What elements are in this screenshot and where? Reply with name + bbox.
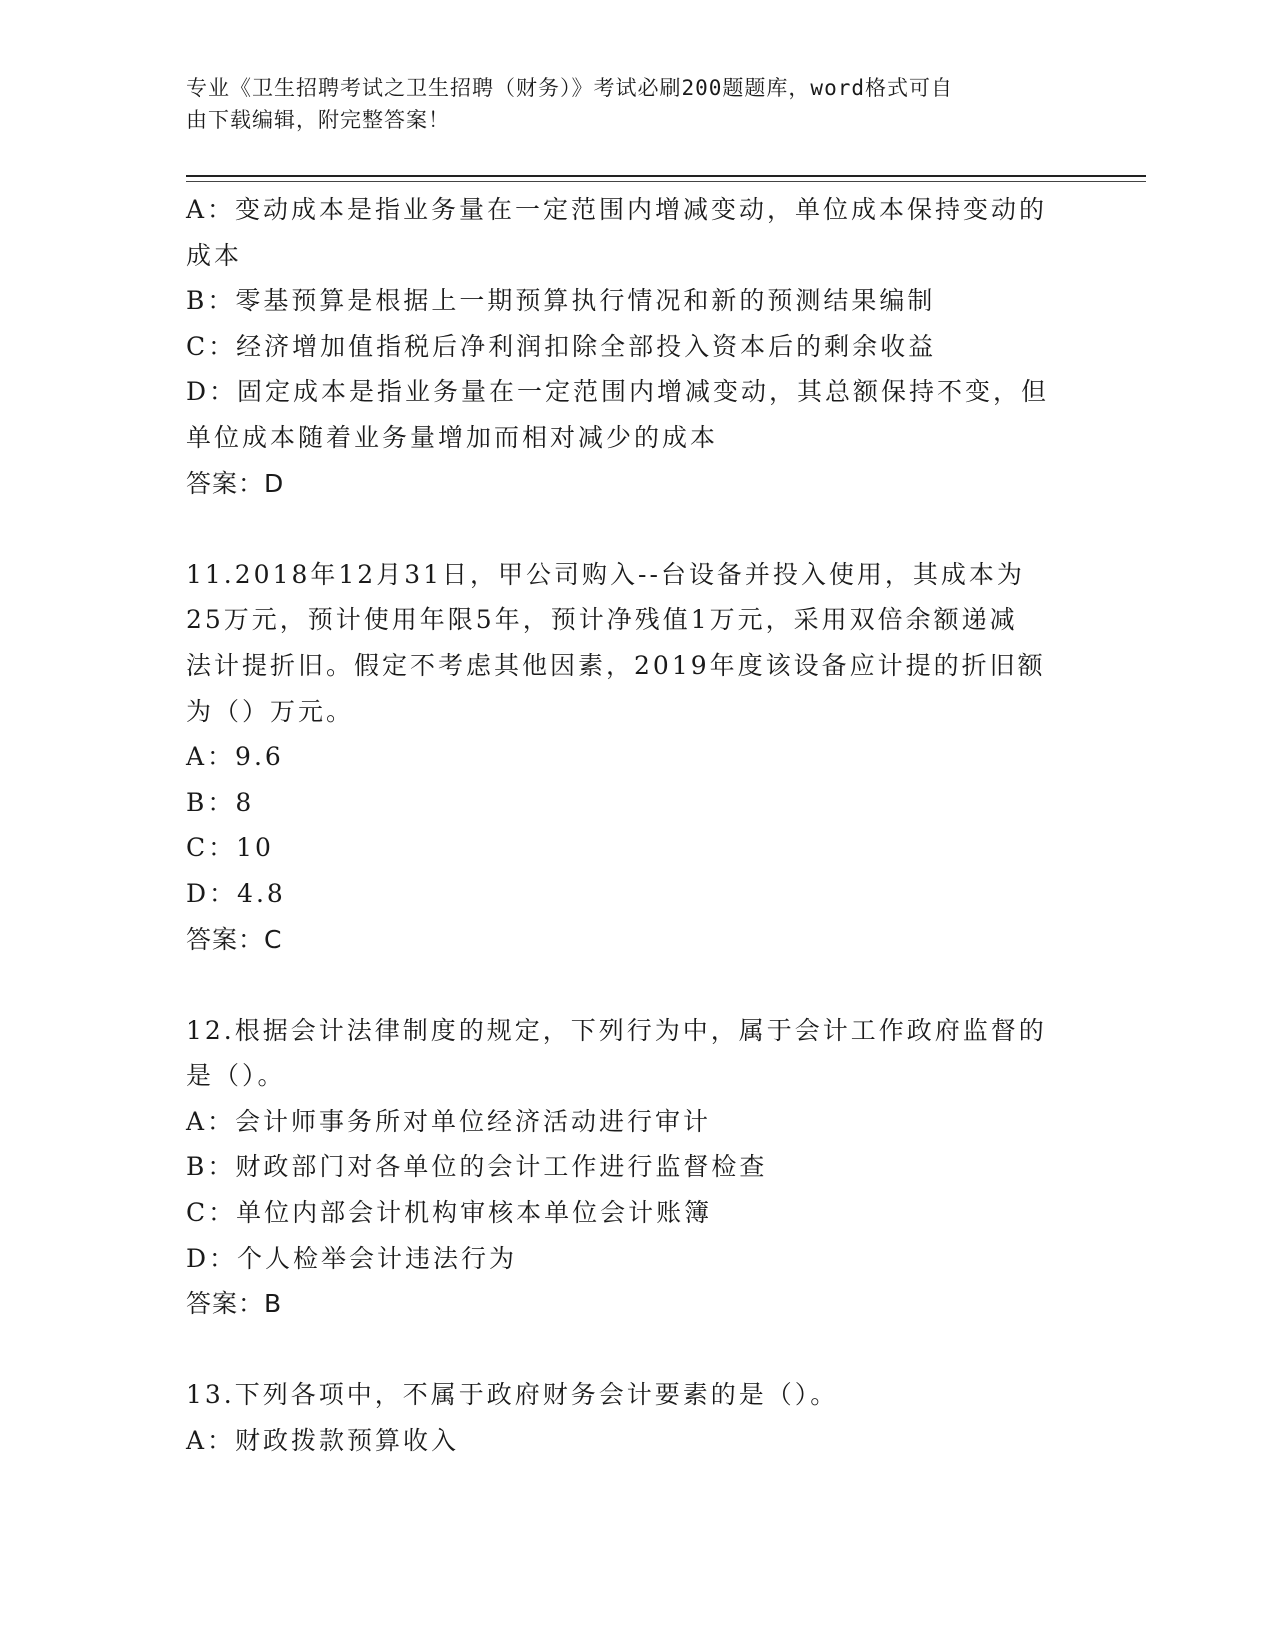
question-gap (186, 962, 1066, 1008)
option-b: B：8 (186, 787, 255, 817)
option-a: A：会计师事务所对单位经济活动进行审计 (186, 1106, 712, 1136)
option-a: A：9.6 (186, 742, 284, 772)
question-10-options (186, 187, 1066, 506)
question-12 (186, 1008, 1066, 1327)
header-divider-thin (186, 181, 1146, 182)
header-line: 由下载编辑，附完整答案！ (186, 108, 450, 132)
question-11 (186, 552, 1066, 962)
question-gap (186, 1327, 1066, 1373)
question-stem: 为（）万元。 (186, 696, 355, 726)
option-b: B：零基预算是根据上一期预算执行情况和新的预测结果编制 (186, 286, 936, 316)
option-a: A：变动成本是指业务量在一定范围内增减变动，单位成本保持变动的 (186, 195, 1048, 224)
option-c: C：单位内部会计机构审核本单位会计账簿 (186, 1198, 713, 1228)
document-header (186, 72, 1066, 136)
option-a-continued: 成本 (186, 240, 243, 270)
option-d: D：固定成本是指业务量在一定范围内增减变动，其总额保持不变，但 (186, 377, 1050, 407)
question-13 (186, 1372, 1066, 1463)
answer-label: 答案：D (186, 468, 285, 498)
question-gap (186, 506, 1066, 552)
question-stem: 25万元，预计使用年限5年，预计净残值1万元，采用双倍余额递减 (186, 605, 1018, 635)
option-b: B：财政部门对各单位的会计工作进行监督检查 (186, 1152, 768, 1182)
option-d: D：4.8 (186, 878, 286, 908)
question-stem: 11.2018年12月31日，甲公司购入--台设备并投入使用，其成本为 (186, 559, 1025, 589)
question-stem: 是（）。 (186, 1061, 286, 1091)
answer-label: 答案：B (186, 1289, 283, 1319)
option-c: C：10 (186, 833, 274, 863)
option-d: D：个人检举会计违法行为 (186, 1243, 518, 1273)
header-divider-thick (186, 175, 1146, 177)
question-stem: 法计提折旧。假定不考虑其他因素，2019年度该设备应计提的折旧额 (186, 650, 1046, 680)
option-c: C：经济增加值指税后净利润扣除全部投入资本后的剩余收益 (186, 331, 937, 361)
option-d-continued: 单位成本随着业务量增加而相对减少的成本 (186, 422, 719, 452)
question-stem: 12.根据会计法律制度的规定，下列行为中，属于会计工作政府监督的 (186, 1015, 1047, 1045)
answer-label: 答案：C (186, 924, 283, 954)
option-a: A：财政拨款预算收入 (186, 1426, 460, 1456)
question-stem: 13.下列各项中，不属于政府财务会计要素的是（）。 (186, 1380, 839, 1410)
question-content (186, 187, 1066, 1464)
header-line: 专业《卫生招聘考试之卫生招聘（财务）》考试必刷200题题库，word格式可自 (186, 76, 953, 100)
